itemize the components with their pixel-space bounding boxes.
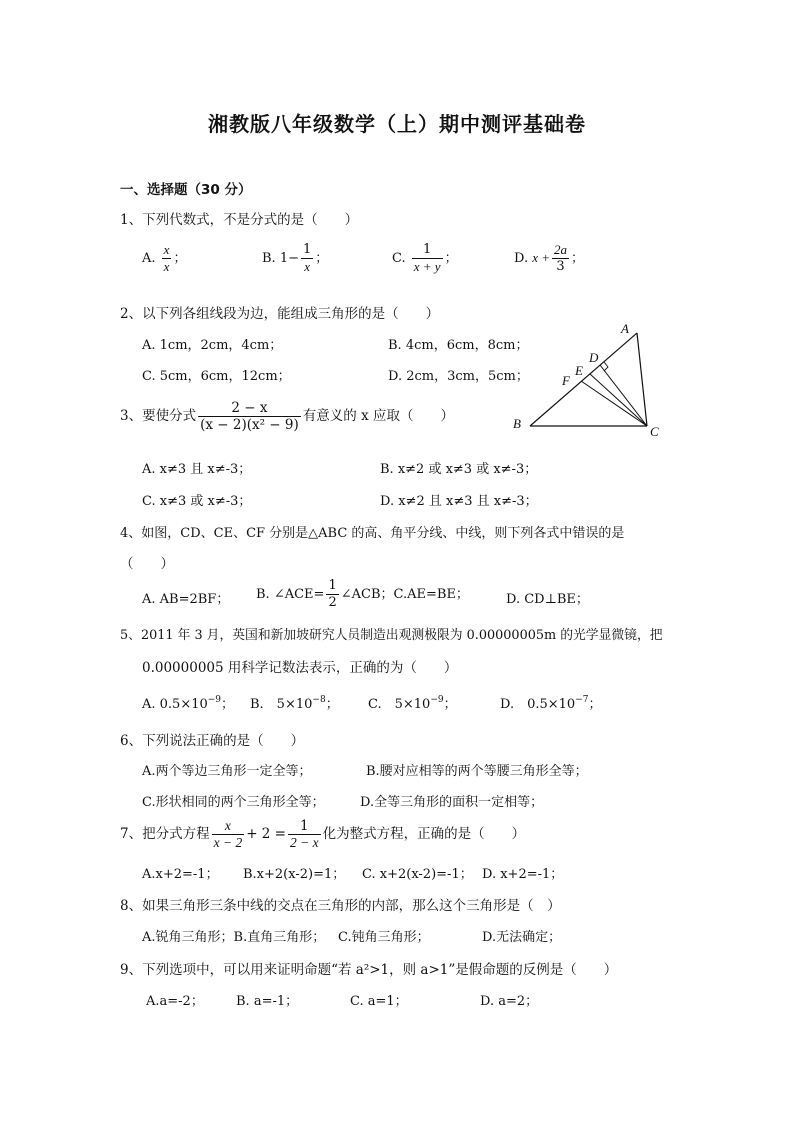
- option-label: B.: [262, 251, 276, 266]
- question-1-option-b[interactable]: B. 1− $\frac{1}{x}$ ；: [262, 242, 329, 274]
- side-ac: [637, 333, 647, 426]
- question-1-option-a[interactable]: A. $\frac{x}{x}$ ；: [142, 242, 187, 274]
- question-8-stem: 8、如果三角形三条中线的交点在三角形的内部，那么这个三角形是（ ）: [120, 898, 561, 914]
- question-2-option-a[interactable]: A. 1cm，2cm，4cm；: [142, 338, 283, 353]
- question-9-option-c[interactable]: C. a=1；: [350, 994, 408, 1009]
- altitude-cd: [600, 365, 647, 426]
- median-cf: [581, 381, 647, 426]
- question-3-option-d[interactable]: D. x≠2 且 x≠3 且 x≠-3；: [380, 494, 538, 509]
- question-5-option-d[interactable]: D. $0.5\times 10^{-7}$；: [500, 695, 602, 712]
- question-1-stem: 1、下列代数式，不是分式的是（ ）: [120, 212, 359, 228]
- question-6-stem: 6、下列说法正确的是（ ）: [120, 733, 305, 749]
- question-2-option-b[interactable]: B. 4cm，6cm，8cm；: [388, 338, 529, 353]
- bisector-ce: [590, 374, 647, 426]
- question-6-option-d[interactable]: D.全等三角形的面积一定相等；: [360, 795, 544, 810]
- fraction: $\frac{1}{2}$: [328, 578, 337, 610]
- label-a: A: [621, 321, 629, 336]
- right-angle-mark: [604, 362, 608, 371]
- option-label: A.: [142, 251, 156, 266]
- question-5-option-c[interactable]: C. $5\times 10^{-9}$；: [368, 695, 457, 712]
- option-label: C.: [392, 251, 406, 266]
- question-6-option-b[interactable]: B.腰对应相等的两个等腰三角形全等；: [366, 764, 588, 779]
- question-2-option-d[interactable]: D. 2cm，3cm，5cm；: [388, 369, 529, 384]
- question-3-option-c[interactable]: C. x≠3 或 x≠-3；: [142, 494, 252, 509]
- fraction: $\frac{x}{x}$: [163, 242, 170, 274]
- question-8-option-a-b[interactable]: A.锐角三角形；B.直角三角形；: [142, 930, 326, 945]
- question-5-stem-line1: 5、2011 年 3 月，英国和新加坡研究人员制造出观测极限为 0.00000005m 的光学显微镜，把: [120, 628, 663, 643]
- question-9-stem: 9、下列选项中，可以用来证明命题“若 a²>1，则 a>1”是假命题的反例是（ ）: [120, 962, 618, 978]
- question-3-option-b[interactable]: B. x≠2 或 x≠3 或 x≠-3；: [380, 462, 538, 477]
- question-5-stem-line2: 0.00000005 用科学记数法表示，正确的为（ ）: [142, 660, 458, 676]
- question-1-option-c[interactable]: C. $\frac{1}{x + y}$ ；: [392, 242, 458, 274]
- question-2-option-c[interactable]: C. 5cm，6cm，12cm；: [142, 369, 291, 384]
- question-4-option-a[interactable]: A. AB=2BF；: [142, 592, 230, 607]
- fraction: $\frac{2a}{3}$: [554, 242, 568, 274]
- question-2-stem: 2、以下列各组线段为边，能组成三角形的是（ ）: [120, 306, 440, 322]
- label-c: C: [650, 424, 659, 439]
- label-e: E: [575, 363, 583, 378]
- question-3-option-a[interactable]: A. x≠3 且 x≠-3；: [142, 462, 252, 477]
- label-d: D: [589, 350, 599, 365]
- question-4-option-b[interactable]: B. ∠ACE= $\frac{1}{2}$ ∠ACB；C.AE=BE；: [256, 578, 469, 610]
- question-5-option-b[interactable]: B. $5\times 10^{-8}$；: [250, 695, 339, 712]
- question-8-option-d[interactable]: D.无法确定；: [482, 930, 562, 945]
- fraction: $\frac{2 - x}{\text{(x − 2)(x² − 9)}}$: [200, 400, 299, 433]
- fraction: $\frac{x}{x - 2}$: [213, 818, 243, 850]
- question-5-option-a[interactable]: A. $0.5\times 10^{-9}$；: [142, 695, 235, 712]
- question-7-option-b[interactable]: B.x+2(x-2)=1；: [243, 867, 346, 882]
- side-ab: [530, 333, 637, 426]
- question-1-option-d[interactable]: D. x + $\frac{2a}{3}$ ；: [514, 242, 585, 274]
- question-4-option-d[interactable]: D. CD⊥BE；: [506, 592, 589, 607]
- question-3-stem: 3、要使分式 $\frac{2 - x}{\text{(x − 2)(x² − 9)}}$ 有意义的 x 应取（ ）: [120, 400, 454, 433]
- fraction: $\frac{1}{x}$: [303, 242, 312, 274]
- fraction: $\frac{1}{2 - x}$: [290, 818, 319, 850]
- question-9-option-d[interactable]: D. a=2；: [480, 994, 539, 1009]
- question-7-option-d[interactable]: D. x+2=-1；: [482, 867, 564, 882]
- question-7-option-c[interactable]: C. x+2(x-2)=-1；: [362, 867, 473, 882]
- option-label: D.: [514, 251, 529, 266]
- question-4-stem-line2: （ ）: [120, 556, 174, 572]
- label-b: B: [513, 416, 521, 431]
- question-9-option-a[interactable]: A.a=-2；: [146, 994, 204, 1009]
- question-8-option-c[interactable]: C.钝角三角形；: [338, 930, 430, 945]
- question-6-option-c[interactable]: C.形状相同的两个三角形全等；: [142, 795, 325, 810]
- label-f: F: [562, 373, 570, 388]
- fraction: $\frac{1}{x + y}$: [413, 242, 441, 274]
- question-7-stem: 7、把分式方程 $\frac{x}{x - 2}$ + 2 = $\frac{1}{2 - x}$ 化为整式方程，正确的是（ ）: [120, 818, 526, 850]
- triangle-figure: [505, 318, 675, 443]
- question-9-option-b[interactable]: B. a=-1；: [236, 994, 299, 1009]
- question-6-option-a[interactable]: A.两个等边三角形一定全等；: [142, 764, 312, 779]
- page-title: 湘教版八年级数学（上）期中测评基础卷: [208, 112, 586, 136]
- section-heading: 一、选择题（30 分）: [120, 182, 252, 198]
- question-4-stem-line1: 4、如图，CD、CE、CF 分别是△ABC 的高、角平分线、中线，则下列各式中错误的是: [120, 526, 625, 541]
- question-7-option-a[interactable]: A.x+2=-1；: [142, 867, 219, 882]
